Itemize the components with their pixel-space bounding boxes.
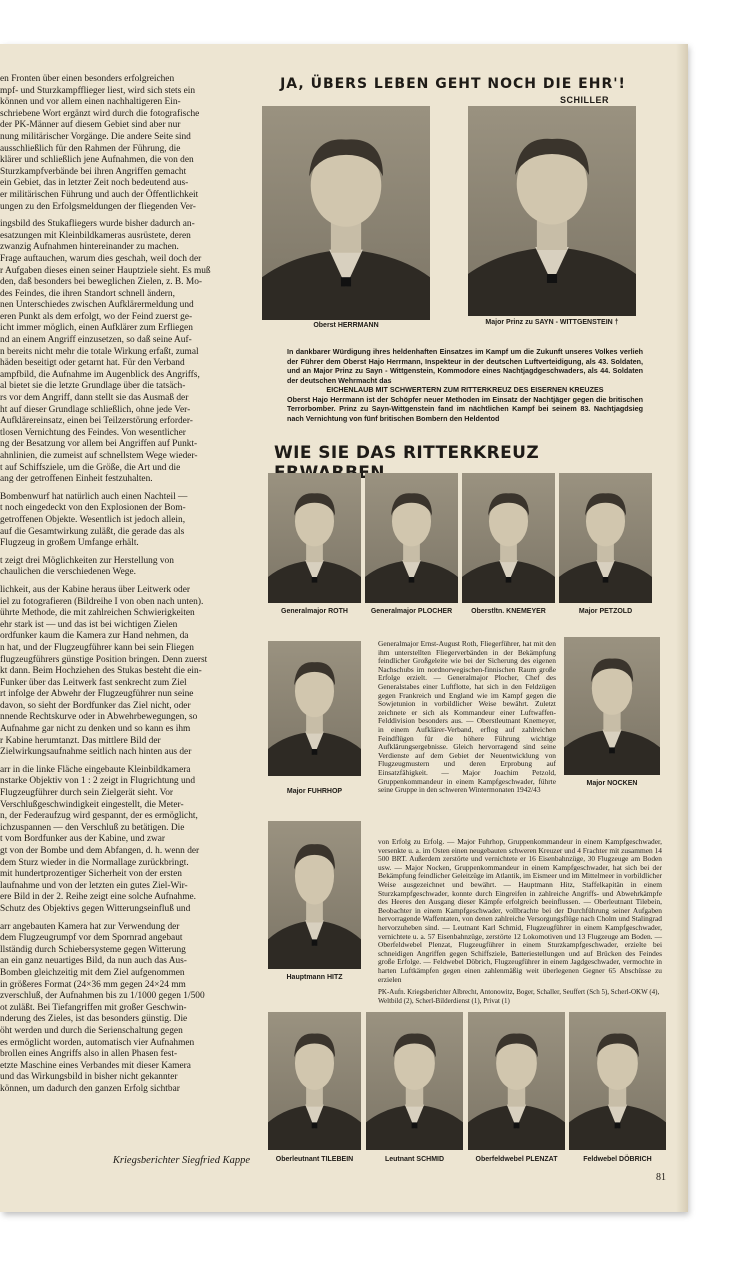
article-line: Flugzeug in großem Umfange erhält. xyxy=(0,538,139,549)
article-line: flugzeugführers günstige Position bringen. Denn zuerst xyxy=(0,654,208,665)
announcement-paragraph-2: Oberst Hajo Herrmann ist der Schöpfer neuer Methoden im Einsatz der Nachtjäger gegen die britischen Terrorbomber. Prinz zu Sayn-Wittgenstein fand im nächtlichen Kampf bei seinem 83. Nachtjagdsieg nach Vernichtung von fünf britischen Bombern den Heldentod xyxy=(287,394,643,423)
article-line: al bietet sie die letzte Grundlage über die tatsäch- xyxy=(0,381,186,392)
portrait-photo-nocken xyxy=(564,637,660,775)
portrait-photo-tilebein xyxy=(268,1012,361,1150)
page-headline: JA, ÜBERS LEBEN GEHT NOCH DIE EHR'! xyxy=(280,76,626,92)
article-line: es ermöglicht worden, automatisch vier Aufnahmen xyxy=(0,1037,195,1048)
article-line: nen Unterschiedes zwischen Aufklärermeldung und xyxy=(0,300,194,311)
portrait-silhouette xyxy=(268,641,361,776)
photo-caption-roth: Generalmajor ROTH xyxy=(281,608,348,615)
article-line: des Feindes, die ihren Standort schnell ändern, xyxy=(0,288,175,299)
article-line: ordfunker kaum die Kamera zur Hand nehmen, da xyxy=(0,631,189,642)
article-line: dem Sturz wieder in die Normallage zurückbringt. xyxy=(0,857,189,868)
article-line: ere Bild in der 2. Reihe zeigt eine solche Aufnahme. xyxy=(0,892,197,903)
article-line: n, der Federaufzug wird gespannt, der es ermöglicht, xyxy=(0,811,198,822)
portrait-photo-knemeyer xyxy=(462,473,555,603)
article-line: ein Gebiet, das in letzter Zeit noch bedeutend aus- xyxy=(0,178,189,189)
article-line: r Aufgaben dieses einen seiner Hauptziele sieht. Es muß xyxy=(0,265,211,276)
article-line: dem Flugzeugrumpf vor dem Spornrad angebaut xyxy=(0,933,183,944)
article-line: getroffenen Objekte. Wesentlich ist jedoch allein, xyxy=(0,514,186,525)
article-line: tlosen Vernichtung des Feindes. Von wesentlicher xyxy=(0,427,186,438)
article-line: ang der getroffenen Einheit festzuhalten. xyxy=(0,474,153,485)
portrait-photo-plocher xyxy=(365,473,458,603)
article-line: chaulichen die verschiedenen Wege. xyxy=(0,567,136,578)
photo-caption-plocher: Generalmajor PLOCHER xyxy=(370,608,453,615)
article-line: Aufklärereinsatz, einen bei Teilzerstörung erforder- xyxy=(0,416,193,427)
photo-caption-wittgenstein: Major Prinz zu SAYN - WITTGENSTEIN † xyxy=(485,319,619,326)
article-line: klärer und schließlich jene Aufnahmen, die von den xyxy=(0,155,194,166)
article-line: er militärischen Führung und auch der Öffentlichkeit xyxy=(0,189,199,200)
portrait-silhouette xyxy=(564,637,660,775)
article-line: kt dann. Beim Hochziehen des Stukas besteht die ein- xyxy=(0,666,202,677)
article-line: Zielwirkungsaufnahme seitlich nach hinten aus der xyxy=(0,747,192,758)
article-line: Funker über das Leitwerk fast senkrecht zum Ziel xyxy=(0,677,187,688)
photo-caption-petzold: Major PETZOLD xyxy=(578,608,633,615)
article-line: iel zu fotografieren (Bildreihe I von oben nach unten). xyxy=(0,596,204,607)
article-line: öht werden und durch die Serienschaltung gegen xyxy=(0,1025,183,1036)
portrait-silhouette xyxy=(366,1012,463,1150)
portrait-photo-fuhrhop xyxy=(268,641,361,776)
portrait-photo-petzold xyxy=(559,473,652,603)
article-line: gt von der Bombe und dem Abfangen, d. h. wenn der xyxy=(0,846,200,856)
portrait-silhouette xyxy=(268,473,361,603)
article-line: en Fronten über einen besonders erfolgreichen xyxy=(0,74,175,84)
article-line: ahnlinien, die zumeist auf schnellstem Wege wieder- xyxy=(0,451,198,461)
article-line: Sturzkampfverbände bei ihren Angriffen gemacht xyxy=(0,166,187,177)
article-line: Schutz des Objektivs gegen Witterungseinfluß und xyxy=(0,903,191,914)
article-line: rt infolge der Abwehr der Flugzeugführer nun seine xyxy=(0,689,194,700)
article-line: brollen eines Angriffs also in allen Phasen fest- xyxy=(0,1049,178,1060)
portrait-photo-wittgenstein xyxy=(468,106,636,316)
portrait-silhouette xyxy=(462,473,555,603)
page-number: 81 xyxy=(656,1172,666,1183)
article-line: Aufnahme gar nicht zu denken und so kann es ihm xyxy=(0,724,191,735)
article-line: nstarke Objektiv von 1 : 2 zeigt in Flugrichtung und xyxy=(0,776,196,787)
article-line: nnende Rechtskurve oder in Abwehrbewegungen, so xyxy=(0,712,198,723)
article-line: davon, so sieht der Bordfunker das Ziel nicht, oder xyxy=(0,700,191,711)
article-line: arr in die linke Fläche eingebaute Kleinbildkamera xyxy=(0,764,191,775)
article-line: laufnahme und von der letzten ein gutes Ziel-Wir- xyxy=(0,880,188,891)
announcement-text xyxy=(287,347,643,423)
article-line: eren Punkt als dem erfolgt, wo der Feind zuerst ge- xyxy=(0,311,193,322)
article-line: ampfbild, die Aufnahme im Augenblick des Angriffs, xyxy=(0,369,200,380)
article-line: ingsbild des Stukafliegers wurde bisher dadurch an- xyxy=(0,219,195,230)
article-line: etzte Maschine eines Verbandes mit dieser Kamera xyxy=(0,1060,191,1071)
portrait-silhouette xyxy=(468,1012,565,1150)
article-line: ht auf dieser Grundlage schließlich, ohne jede Ver- xyxy=(0,404,191,415)
photo-caption-herrmann: Oberst HERRMANN xyxy=(313,322,379,329)
section-headline: WIE SIE DAS RITTERKREUZ xyxy=(274,443,540,463)
article-line: Bombenwurf hat natürlich auch einen Nachteil — xyxy=(0,491,188,502)
article-line: t zeigt drei Möglichkeiten zur Herstellung von xyxy=(0,555,174,566)
article-line: ungen zu den Erfolgsmeldungen der fliegenden Ver- xyxy=(0,201,196,212)
article-line: t auf Schiffsziele, um die Größe, die Art und die xyxy=(0,462,181,473)
portrait-photo-herrmann xyxy=(262,106,430,320)
article-line: auf die Gesamtwirkung zuläßt, die gerade das als xyxy=(0,526,185,537)
article-line: lichkeit, aus der Kabine heraus über Leitwerk oder xyxy=(0,584,191,595)
portrait-photo-doebrich xyxy=(569,1012,666,1150)
article-line: nung militärischer Vorgänge. Die andere Seite sind xyxy=(0,131,191,142)
portrait-photo-hitz xyxy=(268,821,361,969)
article-line: zverschluß, der Aufnahmen bis zu 1/1000 gegen 1/500 xyxy=(0,991,205,1002)
article-line: können, um dadurch den ganzen Erfolg sichtbar xyxy=(0,1083,180,1094)
article-line: Frage auftauchen, warum dies geschah, weil doch der xyxy=(0,253,202,264)
portrait-silhouette xyxy=(468,106,636,316)
biography-text-2: von Erfolg zu Erfolg. — Major Fuhrhop, Gruppenkommandeur in einem Kampfgeschwader, versenkte u. a. im Osten einen neugebauten schweren Kreuzer und 4 Frachter mit zusammen 14 500 BRT. Außerdem zerstörte und vernichtete er 16 Eisenbahnzüge, 30 Flugzeuge am Boden usw. — Major Nocken, Gruppenkommandeur in einem Kampfgeschwader, hat sich bei der Bekämpfung feindlicher Geleitzüge im Atlantik, im Eismeer und im Mittelmeer in vorbildlicher Weise ausgezeichnet und bewährt. — Hauptmann Hitz, Staffelkapitän in einem Sturzkampfgeschwader, konnte durch Eingreifen in zahlreiche Angriffs- und Abwehrkämpfe des Heeres den Ausgang dieser Kämpfe erfolgreich beeinflussen. — Oberleutnant Tilebein, Beobachter in einem Kampfgeschwader, vollbrachte bei der Durchführung seiner Aufgaben hervorragende Waffentaten, von denen zahlreiche Versorgungsflüge nach Cholm und Stalingrad hervorzuheben sind. — Leutnant Karl Schmid, Flugzeugführer in einem Kampfgeschwader, vernichtete u. a. 57 Eisenbahnzüge, zerstörte 12 Lokomotiven und 13 Flugzeuge am Boden. — Oberfeldwebel Plenzat, Flugzeugführer in einem Sturzkampfgeschwader, erzielte bei schneidigen Angriffen gegen Schiffsziele, Batteriestellungen und auf Brücken des Feindes große Erfolge. — Feldwebel Döbrich, Flugzeugführer in einem Jagdgeschwader, vermochte in harten Luftkämpfen gegen einen zahlenmäßig weit überlegenen Gegner 65 Abschüsse zu erzielen xyxy=(378,837,662,984)
article-line: ausschließlich für den Rahmen der Führung, die xyxy=(0,143,181,154)
article-line: esatzungen mit Kleinbildkameras ausrüstete, deren xyxy=(0,230,191,241)
article-line: rs vor dem Angriff, dann stellt sie das Ausmaß der xyxy=(0,393,189,404)
article-line: ührte Methode, die mit zahlreichen Schwierigkeiten xyxy=(0,608,195,619)
article-line: der PK-Männer auf diesem Gebiet sind aber nur xyxy=(0,120,181,131)
photo-caption-nocken: Major NOCKEN xyxy=(586,780,638,787)
portrait-silhouette xyxy=(268,821,361,969)
article-line: an ein ganz neuartiges Bild, da nun auch das Aus- xyxy=(0,956,187,967)
article-line: n hat, und der Flugzeugführer kann bei sein Fliegen xyxy=(0,642,194,653)
photo-caption-doebrich: Feldwebel DÖBRICH xyxy=(583,1156,652,1163)
article-line: ot zuläßt. Bei Tiefangriffen mit großer Geschwin- xyxy=(0,1002,187,1013)
biography-text-1: Generalmajor Ernst-August Roth, Fliegerführer, hat mit den ihm unterstellten Fliegerverbänden in der Bekämpfung feindlicher Großgeleite wie bei der Sicherung des eigenen Nachschubs im nordnorwegischen-finnischen Raum große Erfolge erzielt. — Generalmajor Plocher, Chef des Generalstabes einer Luftflotte, hat sich in den Feldzügen gegen Frankreich und England wie im Kampf gegen die Sowjetunion in vorbildlicher Weise bewährt. Zuletzt zeichnete er sich als Kommandeur einer Luftwaffen-Felddivision besonders aus. — Oberstleutnant Knemeyer, in einem Aufklärer-Verband, erflog auf zahlreichen Feindflügen für die höhere Führung wichtige Aufklärungsergebnisse. Gleich hervorragend sind seine Verdienste auf dem Gebiet der Neuentwicklung von Flugzeugmustern und deren Erprobung auf Einsatzfähigkeit. — Major Joachim Petzold, Gruppenkommandeur in einem Kampfgeschwader, führte seine Gruppe in den schweren Wintermonaten 1942/43 xyxy=(378,639,556,795)
portrait-silhouette xyxy=(365,473,458,603)
article-line: den, daß besonders bei beweglichen Zielen, z. B. Mo- xyxy=(0,277,203,288)
portrait-silhouette xyxy=(569,1012,666,1150)
article-line: schriebene Wort ergänzt wird durch die fotografische xyxy=(0,108,200,119)
photo-caption-fuhrhop: Major FUHRHOP xyxy=(286,788,343,795)
photo-caption-tilebein: Oberleutnant TILEBEIN xyxy=(275,1156,354,1163)
portrait-silhouette xyxy=(262,106,430,320)
article-line: und das Wirkungsbild in bisher nicht gekannter xyxy=(0,1072,178,1083)
portrait-silhouette xyxy=(559,473,652,603)
award-name: EICHENLAUB MIT SCHWERTERN ZUM RITTERKREUZ DES EISERNEN KREUZES xyxy=(326,385,604,394)
article-line: mit hundertprozentiger Sicherheit von der ersten xyxy=(0,869,182,880)
portrait-photo-plenzat xyxy=(468,1012,565,1150)
page-edge xyxy=(676,44,688,1212)
portrait-photo-schmid xyxy=(366,1012,463,1150)
article-byline: Kriegsberichter Siegfried Kappe xyxy=(112,1155,250,1166)
article-line: arr angebauten Kamera hat zur Verwendung der xyxy=(0,921,180,932)
article-line: mpf- und Sturzkampfflieger liest, wird sich stets ein xyxy=(0,85,196,96)
article-line: t vom Bordfunker aus der Kabine, und zwar xyxy=(0,834,166,845)
article-line: r Kabine herumtanzt. Das mittlere Bild der xyxy=(0,735,161,746)
article-line: können und vor allem einen nachhaltigeren Ein- xyxy=(0,97,181,108)
quote-attribution: SCHILLER xyxy=(560,95,609,105)
article-line: Flugzeugführer durch sein Zielgerät sieht. Vor xyxy=(0,788,174,799)
article-line: Bomben gleichzeitig mit dem Ziel aufgenommen xyxy=(0,967,185,978)
left-article-column xyxy=(0,74,252,1174)
article-line: Verschlußgeschwindigkeit eingestellt, die Meter- xyxy=(0,799,184,810)
announcement-paragraph: In dankbarer Würdigung ihres heldenhaften Einsatzes im Kampf um die Zukunft unseres Volkes verlieh der Führer dem Oberst Hajo Herrmann, Inspekteur in der deutschen Luftverteidigung, als 43. Soldaten, und an Major Prinz zu Sayn - Wittgenstein, Kommodore eines Nachtjagdgeschwaders, als 44. Soldaten der deutschen Wehrmacht das xyxy=(287,347,643,385)
article-line: t noch eingedeckt von den Explosionen der Bom- xyxy=(0,503,186,514)
article-line: n bereits nicht mehr die totale Wirkung erfaßt, zumal xyxy=(0,346,199,357)
article-line: nderung des Zieles, ist das besonders günstig. Die xyxy=(0,1014,188,1025)
photo-credits: PK-Aufn. Kriegsberichter Albrecht, Antonowitz, Boger, Schaller, Seuffert (Sch 5), Scherl-OKW (4), Weltbild (2), Scherl-Bilderdienst (1), Privat (1) xyxy=(378,988,660,1005)
article-line: zwanzig Aufnahmen hintereinander zu machen. xyxy=(0,242,179,253)
article-line: ehr stark ist — und das ist bei wichtigen Zielen xyxy=(0,619,178,630)
article-line: nd an einem Angriff einzusetzen, so daß seine Auf- xyxy=(0,335,192,346)
photo-caption-hitz: Hauptmann HITZ xyxy=(286,974,343,981)
photo-caption-knemeyer: Oberstltn. KNEMEYER xyxy=(471,608,546,615)
portrait-silhouette xyxy=(268,1012,361,1150)
photo-caption-schmid: Leutnant SCHMID xyxy=(384,1156,445,1163)
photo-caption-plenzat: Oberfeldwebel PLENZAT xyxy=(475,1156,558,1163)
article-line: ng der Besatzung vor allem bei Angriffen auf Punkt- xyxy=(0,439,198,450)
article-line: in größeres Format (24×36 mm gegen 24×24 mm xyxy=(0,979,186,990)
article-line: häden beseitigt oder getarnt hat. Für den Verband xyxy=(0,358,185,369)
article-line: ichzuspannen — den Verschluß zu betätigen. Die xyxy=(0,822,185,833)
portrait-photo-roth xyxy=(268,473,361,603)
article-line: llständig durch Schiebersysteme gegen Witterung xyxy=(0,944,186,955)
article-line: icht immer möglich, einen Aufklärer zum Erfliegen xyxy=(0,323,193,334)
